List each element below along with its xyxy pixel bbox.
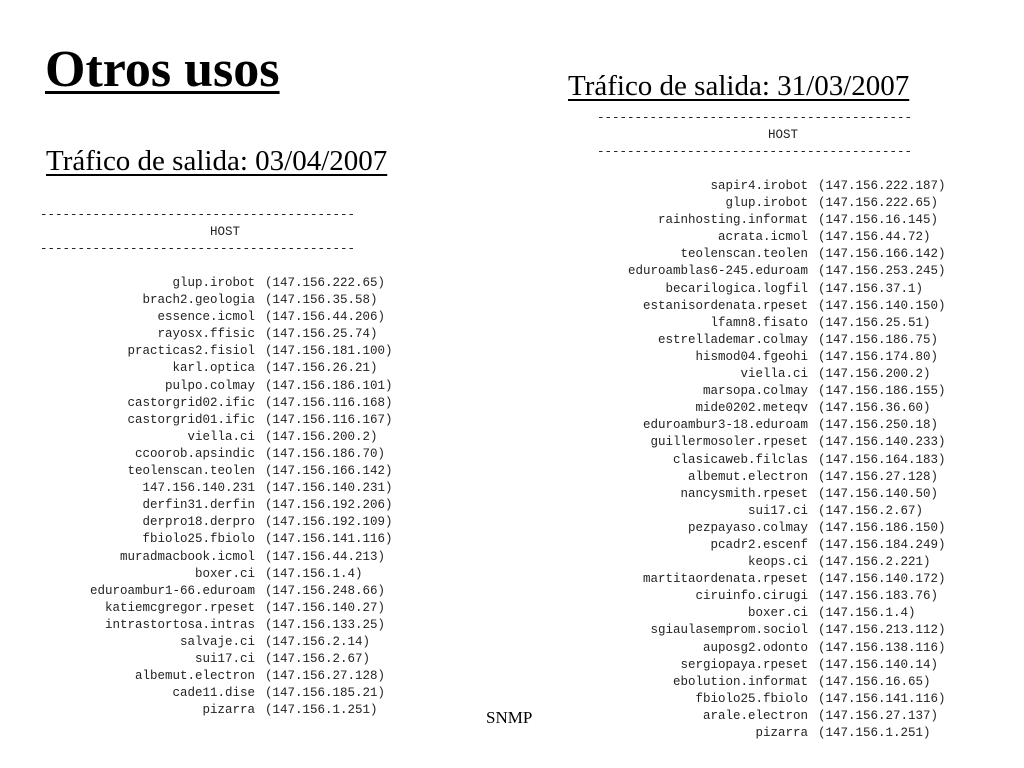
table-row — [597, 195, 969, 212]
table-row — [597, 263, 969, 280]
host-name: arale.electron — [702, 708, 808, 723]
table-row — [597, 537, 969, 554]
host-name: teolenscan.teolen — [680, 247, 808, 262]
host-name: ebolution.informat — [672, 674, 808, 689]
host-name: pizarra — [202, 703, 255, 718]
host-name: becarilogica.logfil — [665, 281, 808, 296]
host-name: clasicaweb.filclas — [672, 452, 808, 467]
host-ip: (147.156.185.21) — [265, 686, 386, 701]
table-row — [40, 497, 410, 514]
table-rule-top: ------------------------------------------ — [40, 208, 356, 222]
table-row — [597, 503, 969, 520]
table-row — [40, 275, 410, 292]
host-ip: (147.156.27.128) — [265, 669, 386, 684]
table-rule-bottom: ------------------------------------------ — [597, 145, 913, 159]
host-ip: (147.156.192.109) — [265, 515, 393, 530]
host-name: ciruinfo.cirugi — [695, 589, 808, 604]
host-name: brach2.geologia — [142, 293, 255, 308]
table-row — [597, 417, 969, 434]
right-host-table — [597, 110, 969, 742]
host-name: marsopa.colmay — [702, 384, 808, 399]
host-ip: (147.156.27.128) — [818, 469, 939, 484]
table-row — [40, 531, 410, 548]
host-ip: (147.156.2.67) — [818, 503, 924, 518]
host-name: pezpayaso.colmay — [687, 520, 808, 535]
table-row — [597, 246, 969, 263]
table-row — [597, 212, 969, 229]
table-row — [597, 469, 969, 486]
table-row — [40, 412, 410, 429]
host-name: auposg2.odonto — [702, 640, 808, 655]
slide-title: Otros usos — [45, 41, 280, 98]
host-name: sui17.ci — [194, 652, 255, 667]
host-ip: (147.156.16.145) — [818, 213, 939, 228]
host-name: pulpo.colmay — [164, 378, 255, 393]
host-name: ccoorob.apsindic — [134, 446, 255, 461]
host-name: lfamn8.fisato — [710, 315, 808, 330]
host-ip: (147.156.26.21) — [265, 361, 378, 376]
table-row — [40, 668, 410, 685]
table-row — [597, 315, 969, 332]
host-ip: (147.156.166.142) — [265, 464, 393, 479]
table-row — [597, 520, 969, 537]
host-name: 147.156.140.231 — [142, 481, 255, 496]
host-ip: (147.156.1.4) — [265, 566, 363, 581]
host-ip: (147.156.37.1) — [818, 281, 924, 296]
host-ip: (147.156.36.60) — [818, 401, 931, 416]
table-row — [597, 452, 969, 469]
host-name: essence.icmol — [157, 310, 255, 325]
host-name: estanisordenata.rpeset — [642, 298, 808, 313]
host-ip: (147.156.1.251) — [818, 726, 931, 740]
host-ip: (147.156.174.80) — [818, 349, 939, 364]
table-row — [597, 691, 969, 708]
host-ip: (147.156.200.2) — [818, 367, 931, 382]
table-row — [40, 600, 410, 617]
table-row — [597, 554, 969, 571]
table-row — [40, 514, 410, 531]
slide-footer: SNMP — [486, 708, 533, 727]
host-name: rayosx.ffisic — [157, 327, 255, 342]
host-ip: (147.156.140.172) — [818, 572, 946, 587]
host-ip: (147.156.25.74) — [265, 327, 378, 342]
host-ip: (147.156.141.116) — [818, 691, 946, 706]
column-header-host: HOST — [767, 128, 798, 142]
table-row — [40, 651, 410, 668]
table-row — [40, 343, 410, 360]
host-name: muradmacbook.icmol — [119, 549, 255, 564]
host-ip: (147.156.140.150) — [818, 298, 946, 313]
host-ip: (147.156.183.76) — [818, 589, 939, 604]
table-row — [597, 298, 969, 315]
left-traffic-heading: Tráfico de salida: 03/04/2007 — [46, 145, 388, 177]
host-ip: (147.156.222.65) — [818, 196, 939, 211]
host-name: viella.ci — [740, 367, 808, 382]
table-row — [597, 640, 969, 657]
table-row — [597, 571, 969, 588]
host-name: guillermosoler.rpeset — [650, 435, 808, 450]
host-name: viella.ci — [187, 429, 255, 444]
host-ip: (147.156.184.249) — [818, 537, 946, 552]
table-row — [40, 463, 410, 480]
host-ip: (147.156.44.72) — [818, 230, 931, 245]
host-ip: (147.156.192.206) — [265, 498, 393, 513]
host-ip: (147.156.1.4) — [818, 606, 916, 621]
table-rule-top: ------------------------------------------ — [597, 111, 913, 125]
host-ip: (147.156.140.14) — [818, 657, 939, 672]
host-name: salvaje.ci — [179, 634, 255, 649]
table-row — [40, 446, 410, 463]
host-name: practicas2.fisiol — [127, 344, 255, 359]
host-name: martitaordenata.rpeset — [642, 572, 808, 587]
table-spacer — [40, 258, 410, 275]
host-name: boxer.ci — [747, 606, 808, 621]
table-row — [40, 395, 410, 412]
table-row — [40, 702, 410, 719]
table-row — [40, 292, 410, 309]
host-name: castorgrid01.ific — [127, 412, 255, 427]
host-name: sgiaulasemprom.sociol — [650, 623, 808, 638]
host-ip: (147.156.250.18) — [818, 418, 939, 433]
host-name: castorgrid02.ific — [127, 395, 255, 410]
table-row — [40, 378, 410, 395]
host-name: karl.optica — [172, 361, 255, 376]
host-ip: (147.156.2.67) — [265, 652, 371, 667]
table-row — [597, 708, 969, 725]
host-name: glup.irobot — [725, 196, 808, 211]
right-traffic-heading: Tráfico de salida: 31/03/2007 — [568, 70, 910, 102]
host-ip: (147.156.140.233) — [818, 435, 946, 450]
table-row — [597, 588, 969, 605]
host-name: fbiolo25.fbiolo — [695, 691, 808, 706]
table-row — [597, 434, 969, 451]
table-row — [597, 332, 969, 349]
host-rows — [597, 178, 969, 742]
table-row — [40, 583, 410, 600]
host-ip: (147.156.141.116) — [265, 532, 393, 547]
host-ip: (147.156.222.65) — [265, 276, 386, 290]
table-row — [40, 617, 410, 634]
table-row — [40, 360, 410, 377]
host-name: mide0202.meteqv — [695, 401, 808, 416]
table-row — [597, 383, 969, 400]
host-ip: (147.156.116.168) — [265, 395, 393, 410]
host-ip: (147.156.181.100) — [265, 344, 393, 359]
host-ip: (147.156.2.221) — [818, 555, 931, 570]
host-name: albemut.electron — [687, 469, 808, 484]
host-name: cade11.dise — [172, 686, 255, 701]
host-name: hismod04.fgeohi — [695, 349, 808, 364]
host-ip: (147.156.2.14) — [265, 634, 371, 649]
host-ip: (147.156.186.70) — [265, 446, 386, 461]
host-ip: (147.156.140.231) — [265, 481, 393, 496]
table-row — [40, 549, 410, 566]
host-name: sui17.ci — [747, 503, 808, 518]
host-ip: (147.156.186.155) — [818, 384, 946, 399]
host-ip: (147.156.186.150) — [818, 520, 946, 535]
host-name: derpro18.derpro — [142, 515, 255, 530]
host-ip: (147.156.222.187) — [818, 179, 946, 193]
host-ip: (147.156.140.50) — [818, 486, 939, 501]
host-ip: (147.156.27.137) — [818, 708, 939, 723]
host-name: sapir4.irobot — [710, 179, 808, 193]
host-ip: (147.156.133.25) — [265, 617, 386, 632]
host-name: sergiopaya.rpeset — [680, 657, 808, 672]
host-ip: (147.156.186.75) — [818, 332, 939, 347]
host-ip: (147.156.116.167) — [265, 412, 393, 427]
table-rule-bottom: ------------------------------------------ — [40, 242, 356, 256]
host-name: boxer.ci — [194, 566, 255, 581]
table-row — [597, 657, 969, 674]
table-row — [40, 429, 410, 446]
table-row — [597, 486, 969, 503]
column-header-host: HOST — [209, 225, 240, 239]
table-row — [597, 400, 969, 417]
host-ip: (147.156.140.27) — [265, 600, 386, 615]
host-name: eduroambur1-66.eduroam — [89, 583, 255, 598]
table-spacer — [597, 161, 969, 178]
host-ip: (147.156.186.101) — [265, 378, 393, 393]
host-ip: (147.156.138.116) — [818, 640, 946, 655]
host-ip: (147.156.1.251) — [265, 703, 378, 718]
table-row — [40, 309, 410, 326]
table-row — [40, 480, 410, 497]
host-name: estrellademar.colmay — [657, 332, 808, 347]
host-name: intrastortosa.intras — [104, 617, 255, 632]
host-ip: (147.156.16.65) — [818, 674, 931, 689]
host-ip: (147.156.44.206) — [265, 310, 386, 325]
left-host-table — [40, 207, 410, 719]
table-row — [597, 674, 969, 691]
host-name: eduroamblas6-245.eduroam — [627, 264, 808, 279]
table-row — [40, 326, 410, 343]
table-row — [597, 349, 969, 366]
table-row — [597, 178, 969, 195]
host-name: teolenscan.teolen — [127, 464, 255, 479]
host-rows — [40, 275, 410, 719]
host-ip: (147.156.200.2) — [265, 429, 378, 444]
host-name: acrata.icmol — [717, 230, 808, 245]
table-row — [597, 605, 969, 622]
host-ip: (147.156.25.51) — [818, 315, 931, 330]
table-row — [597, 281, 969, 298]
host-name: glup.irobot — [172, 276, 255, 290]
table-row — [40, 566, 410, 583]
host-ip: (147.156.164.183) — [818, 452, 946, 467]
host-ip: (147.156.166.142) — [818, 247, 946, 262]
table-row — [597, 229, 969, 246]
host-name: nancysmith.rpeset — [680, 486, 808, 501]
host-name: derfin31.derfin — [142, 498, 255, 513]
host-name: keops.ci — [747, 555, 808, 570]
table-row — [40, 634, 410, 651]
host-ip: (147.156.44.213) — [265, 549, 386, 564]
host-ip: (147.156.248.66) — [265, 583, 386, 598]
host-ip: (147.156.35.58) — [265, 293, 378, 308]
host-name: pcadr2.escenf — [710, 537, 808, 552]
table-row — [597, 622, 969, 639]
host-name: fbiolo25.fbiolo — [142, 532, 255, 547]
host-name: eduroambur3-18.eduroam — [642, 418, 808, 433]
host-name: katiemcgregor.rpeset — [104, 600, 255, 615]
table-row — [40, 685, 410, 702]
table-row — [597, 366, 969, 383]
host-name: albemut.electron — [134, 669, 255, 684]
table-row — [597, 725, 969, 742]
host-ip: (147.156.213.112) — [818, 623, 946, 638]
host-ip: (147.156.253.245) — [818, 264, 946, 279]
host-name: rainhosting.informat — [657, 213, 808, 228]
host-name: pizarra — [755, 726, 808, 740]
